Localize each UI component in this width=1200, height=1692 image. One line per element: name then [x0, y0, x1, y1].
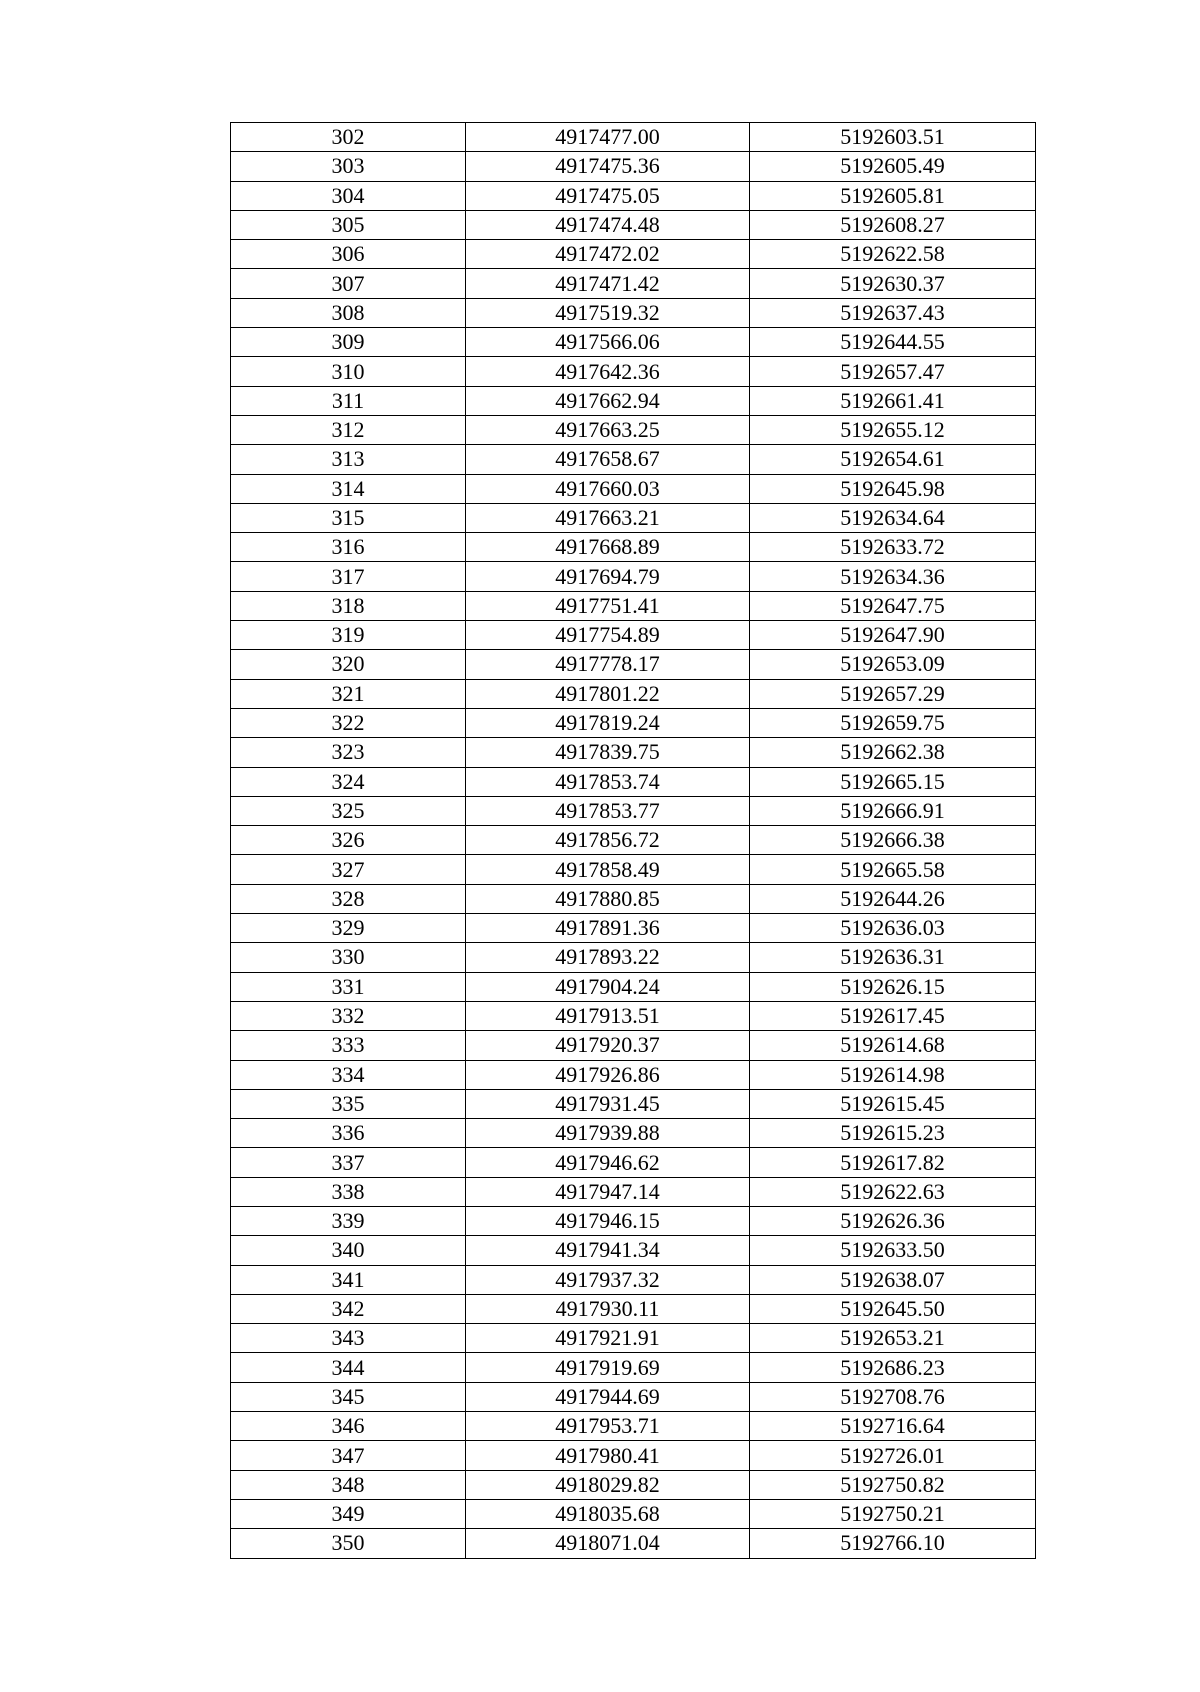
y-coordinate-cell: 5192647.75: [750, 591, 1036, 620]
x-coordinate-cell: 4917937.32: [466, 1265, 750, 1294]
point-number-cell: 318: [231, 591, 466, 620]
x-coordinate-cell: 4917658.67: [466, 445, 750, 474]
x-coordinate-cell: 4917893.22: [466, 943, 750, 972]
table-row: [231, 1324, 1036, 1353]
table-row: [231, 123, 1036, 152]
x-coordinate-cell: 4917566.06: [466, 328, 750, 357]
x-coordinate-cell: 4918035.68: [466, 1499, 750, 1528]
y-coordinate-cell: 5192605.49: [750, 152, 1036, 181]
y-coordinate-cell: 5192634.64: [750, 503, 1036, 532]
table-row: [231, 1031, 1036, 1060]
y-coordinate-cell: 5192657.29: [750, 679, 1036, 708]
y-coordinate-cell: 5192633.50: [750, 1236, 1036, 1265]
x-coordinate-cell: 4917921.91: [466, 1324, 750, 1353]
table-row: [231, 474, 1036, 503]
y-coordinate-cell: 5192617.45: [750, 1001, 1036, 1030]
x-coordinate-cell: 4917920.37: [466, 1031, 750, 1060]
y-coordinate-cell: 5192653.09: [750, 650, 1036, 679]
point-number-cell: 313: [231, 445, 466, 474]
x-coordinate-cell: 4917904.24: [466, 972, 750, 1001]
point-number-cell: 307: [231, 269, 466, 298]
x-coordinate-cell: 4917471.42: [466, 269, 750, 298]
point-number-cell: 331: [231, 972, 466, 1001]
x-coordinate-cell: 4917953.71: [466, 1412, 750, 1441]
x-coordinate-cell: 4917930.11: [466, 1294, 750, 1323]
y-coordinate-cell: 5192645.50: [750, 1294, 1036, 1323]
table-row: [231, 1148, 1036, 1177]
y-coordinate-cell: 5192659.75: [750, 708, 1036, 737]
table-row: [231, 1206, 1036, 1235]
table-row: [231, 1177, 1036, 1206]
table-row: [231, 240, 1036, 269]
y-coordinate-cell: 5192766.10: [750, 1529, 1036, 1558]
x-coordinate-cell: 4917663.21: [466, 503, 750, 532]
table-row: [231, 621, 1036, 650]
x-coordinate-cell: 4917474.48: [466, 210, 750, 239]
x-coordinate-cell: 4917472.02: [466, 240, 750, 269]
x-coordinate-cell: 4917660.03: [466, 474, 750, 503]
point-number-cell: 345: [231, 1382, 466, 1411]
table-row: [231, 1236, 1036, 1265]
point-number-cell: 335: [231, 1089, 466, 1118]
x-coordinate-cell: 4917891.36: [466, 914, 750, 943]
table-row: [231, 884, 1036, 913]
y-coordinate-cell: 5192637.43: [750, 298, 1036, 327]
table-row: [231, 562, 1036, 591]
table-row: [231, 1529, 1036, 1558]
point-number-cell: 302: [231, 123, 466, 152]
table-row: [231, 503, 1036, 532]
x-coordinate-cell: 4917662.94: [466, 386, 750, 415]
point-number-cell: 305: [231, 210, 466, 239]
x-coordinate-cell: 4917819.24: [466, 708, 750, 737]
point-number-cell: 323: [231, 738, 466, 767]
x-coordinate-cell: 4917754.89: [466, 621, 750, 650]
y-coordinate-cell: 5192716.64: [750, 1412, 1036, 1441]
table-row: [231, 269, 1036, 298]
x-coordinate-cell: 4917694.79: [466, 562, 750, 591]
table-row: [231, 328, 1036, 357]
y-coordinate-cell: 5192626.15: [750, 972, 1036, 1001]
point-number-cell: 350: [231, 1529, 466, 1558]
point-number-cell: 304: [231, 181, 466, 210]
point-number-cell: 312: [231, 415, 466, 444]
x-coordinate-cell: 4917853.77: [466, 796, 750, 825]
point-number-cell: 338: [231, 1177, 466, 1206]
x-coordinate-cell: 4917919.69: [466, 1353, 750, 1382]
y-coordinate-cell: 5192726.01: [750, 1441, 1036, 1470]
point-number-cell: 343: [231, 1324, 466, 1353]
x-coordinate-cell: 4917946.15: [466, 1206, 750, 1235]
point-number-cell: 316: [231, 533, 466, 562]
y-coordinate-cell: 5192665.58: [750, 855, 1036, 884]
x-coordinate-cell: 4917751.41: [466, 591, 750, 620]
table-row: [231, 738, 1036, 767]
y-coordinate-cell: 5192657.47: [750, 357, 1036, 386]
table-row: [231, 1412, 1036, 1441]
x-coordinate-cell: 4917944.69: [466, 1382, 750, 1411]
table-row: [231, 972, 1036, 1001]
table-row: [231, 533, 1036, 562]
x-coordinate-cell: 4917980.41: [466, 1441, 750, 1470]
x-coordinate-cell: 4917853.74: [466, 767, 750, 796]
point-number-cell: 325: [231, 796, 466, 825]
y-coordinate-cell: 5192638.07: [750, 1265, 1036, 1294]
y-coordinate-cell: 5192622.58: [750, 240, 1036, 269]
point-number-cell: 348: [231, 1470, 466, 1499]
x-coordinate-cell: 4917931.45: [466, 1089, 750, 1118]
table-row: [231, 152, 1036, 181]
table-row: [231, 650, 1036, 679]
x-coordinate-cell: 4917668.89: [466, 533, 750, 562]
point-number-cell: 322: [231, 708, 466, 737]
y-coordinate-cell: 5192614.68: [750, 1031, 1036, 1060]
point-number-cell: 314: [231, 474, 466, 503]
point-number-cell: 341: [231, 1265, 466, 1294]
point-number-cell: 333: [231, 1031, 466, 1060]
coordinates-table: [230, 122, 1036, 1559]
point-number-cell: 349: [231, 1499, 466, 1528]
table-row: [231, 1001, 1036, 1030]
x-coordinate-cell: 4917856.72: [466, 826, 750, 855]
x-coordinate-cell: 4917880.85: [466, 884, 750, 913]
point-number-cell: 306: [231, 240, 466, 269]
x-coordinate-cell: 4917663.25: [466, 415, 750, 444]
y-coordinate-cell: 5192661.41: [750, 386, 1036, 415]
point-number-cell: 328: [231, 884, 466, 913]
point-number-cell: 336: [231, 1119, 466, 1148]
point-number-cell: 303: [231, 152, 466, 181]
y-coordinate-cell: 5192617.82: [750, 1148, 1036, 1177]
table-row: [231, 708, 1036, 737]
table-row: [231, 914, 1036, 943]
y-coordinate-cell: 5192655.12: [750, 415, 1036, 444]
y-coordinate-cell: 5192662.38: [750, 738, 1036, 767]
point-number-cell: 324: [231, 767, 466, 796]
y-coordinate-cell: 5192647.90: [750, 621, 1036, 650]
table-row: [231, 415, 1036, 444]
table-row: [231, 767, 1036, 796]
table-row: [231, 1060, 1036, 1089]
table-row: [231, 386, 1036, 415]
table-row: [231, 1353, 1036, 1382]
point-number-cell: 309: [231, 328, 466, 357]
y-coordinate-cell: 5192665.15: [750, 767, 1036, 796]
point-number-cell: 340: [231, 1236, 466, 1265]
table-row: [231, 1089, 1036, 1118]
point-number-cell: 320: [231, 650, 466, 679]
y-coordinate-cell: 5192653.21: [750, 1324, 1036, 1353]
x-coordinate-cell: 4917642.36: [466, 357, 750, 386]
table-row: [231, 210, 1036, 239]
y-coordinate-cell: 5192634.36: [750, 562, 1036, 591]
point-number-cell: 310: [231, 357, 466, 386]
table-row: [231, 1294, 1036, 1323]
point-number-cell: 334: [231, 1060, 466, 1089]
table-row: [231, 1470, 1036, 1499]
y-coordinate-cell: 5192645.98: [750, 474, 1036, 503]
x-coordinate-cell: 4917946.62: [466, 1148, 750, 1177]
table-row: [231, 1441, 1036, 1470]
point-number-cell: 339: [231, 1206, 466, 1235]
table-row: [231, 943, 1036, 972]
x-coordinate-cell: 4917477.00: [466, 123, 750, 152]
point-number-cell: 344: [231, 1353, 466, 1382]
x-coordinate-cell: 4917913.51: [466, 1001, 750, 1030]
x-coordinate-cell: 4917947.14: [466, 1177, 750, 1206]
point-number-cell: 326: [231, 826, 466, 855]
y-coordinate-cell: 5192636.03: [750, 914, 1036, 943]
table-row: [231, 826, 1036, 855]
point-number-cell: 346: [231, 1412, 466, 1441]
x-coordinate-cell: 4918029.82: [466, 1470, 750, 1499]
table-row: [231, 1265, 1036, 1294]
y-coordinate-cell: 5192654.61: [750, 445, 1036, 474]
table-row: [231, 855, 1036, 884]
point-number-cell: 337: [231, 1148, 466, 1177]
table-row: [231, 1499, 1036, 1528]
y-coordinate-cell: 5192630.37: [750, 269, 1036, 298]
point-number-cell: 347: [231, 1441, 466, 1470]
y-coordinate-cell: 5192708.76: [750, 1382, 1036, 1411]
table-row: [231, 796, 1036, 825]
table-row: [231, 1382, 1036, 1411]
y-coordinate-cell: 5192608.27: [750, 210, 1036, 239]
y-coordinate-cell: 5192636.31: [750, 943, 1036, 972]
y-coordinate-cell: 5192633.72: [750, 533, 1036, 562]
y-coordinate-cell: 5192614.98: [750, 1060, 1036, 1089]
point-number-cell: 332: [231, 1001, 466, 1030]
y-coordinate-cell: 5192644.26: [750, 884, 1036, 913]
y-coordinate-cell: 5192615.45: [750, 1089, 1036, 1118]
x-coordinate-cell: 4917858.49: [466, 855, 750, 884]
x-coordinate-cell: 4917475.36: [466, 152, 750, 181]
point-number-cell: 308: [231, 298, 466, 327]
point-number-cell: 315: [231, 503, 466, 532]
y-coordinate-cell: 5192750.82: [750, 1470, 1036, 1499]
x-coordinate-cell: 4917519.32: [466, 298, 750, 327]
table-row: [231, 679, 1036, 708]
point-number-cell: 317: [231, 562, 466, 591]
point-number-cell: 329: [231, 914, 466, 943]
table-row: [231, 181, 1036, 210]
table-row: [231, 298, 1036, 327]
y-coordinate-cell: 5192686.23: [750, 1353, 1036, 1382]
point-number-cell: 321: [231, 679, 466, 708]
table-row: [231, 357, 1036, 386]
x-coordinate-cell: 4917941.34: [466, 1236, 750, 1265]
point-number-cell: 327: [231, 855, 466, 884]
point-number-cell: 311: [231, 386, 466, 415]
y-coordinate-cell: 5192626.36: [750, 1206, 1036, 1235]
y-coordinate-cell: 5192605.81: [750, 181, 1036, 210]
y-coordinate-cell: 5192644.55: [750, 328, 1036, 357]
table-row: [231, 445, 1036, 474]
y-coordinate-cell: 5192750.21: [750, 1499, 1036, 1528]
table-row: [231, 591, 1036, 620]
x-coordinate-cell: 4917839.75: [466, 738, 750, 767]
table-row: [231, 1119, 1036, 1148]
x-coordinate-cell: 4917475.05: [466, 181, 750, 210]
x-coordinate-cell: 4918071.04: [466, 1529, 750, 1558]
y-coordinate-cell: 5192603.51: [750, 123, 1036, 152]
x-coordinate-cell: 4917778.17: [466, 650, 750, 679]
y-coordinate-cell: 5192666.38: [750, 826, 1036, 855]
point-number-cell: 319: [231, 621, 466, 650]
x-coordinate-cell: 4917939.88: [466, 1119, 750, 1148]
coordinates-table-body: [231, 123, 1036, 1559]
y-coordinate-cell: 5192666.91: [750, 796, 1036, 825]
x-coordinate-cell: 4917926.86: [466, 1060, 750, 1089]
point-number-cell: 342: [231, 1294, 466, 1323]
y-coordinate-cell: 5192622.63: [750, 1177, 1036, 1206]
x-coordinate-cell: 4917801.22: [466, 679, 750, 708]
point-number-cell: 330: [231, 943, 466, 972]
y-coordinate-cell: 5192615.23: [750, 1119, 1036, 1148]
